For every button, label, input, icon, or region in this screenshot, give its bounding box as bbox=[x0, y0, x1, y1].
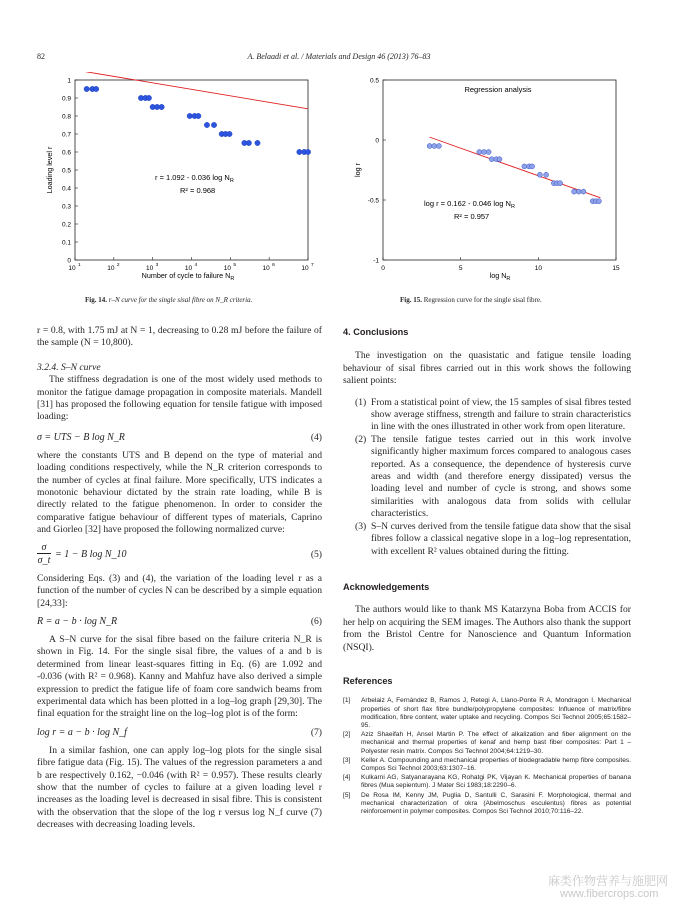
fig14-xtick-exp: 5 bbox=[233, 263, 237, 268]
fig14-ytick-label: 1 bbox=[67, 77, 71, 85]
fig14-r2: R² = 0.968 bbox=[180, 186, 216, 195]
fig15-ytick-label: 0.5 bbox=[369, 77, 379, 85]
reference-item: [3] Keller A. Compounding and mechanical properties of biodegradable hemp fibre composites. Compos Sci Technol 2003;63:1307–16. bbox=[343, 756, 631, 772]
fig14-ytick-label: 0.7 bbox=[61, 131, 71, 139]
paragraph-sn-curve: A S–N curve for the sisal fibre based on the failure criteria N_R is shown in Fig. 14. For the single sisal fibre, the values of a and b is determined from linear least-squares fitting in Eq. (6) are 1.092 and -0.036 (with R² = 0.968). Kanny and Mahfuz have also derived a simple expression to predict the fatigue life of foam core sandwich beams from experimental data which has been plotted in a log–log graph [29,30]. The final equation for the straight line on the log–log plot is of the form: bbox=[37, 633, 322, 720]
running-title: A. Belaadi et al. / Materials and Design 46 (2013) 76–83 bbox=[247, 52, 431, 61]
equation-6: R = a − b · log N_R (6) bbox=[37, 615, 322, 627]
fig15-xtick-label: 0 bbox=[381, 265, 385, 272]
fig15-data-point bbox=[477, 150, 482, 155]
acknowledgements-text: The authors would like to thank MS Katarzyna Boba from ACCIS for her help on acquiring the SEM images. The Authors also thank the support from the Bristol Centre for Nanoscience and Quantum Information (NSQI). bbox=[343, 604, 631, 653]
paragraph-considering: Considering Eqs. (3) and (4), the variation of the loading level r as a function of the number of cycles N can be described by a simple equation [24,33]: bbox=[37, 572, 322, 609]
fig15-data-point bbox=[481, 150, 486, 155]
fig15-data-point bbox=[544, 172, 549, 177]
right-column bbox=[343, 326, 631, 817]
fig14-data-point bbox=[211, 122, 216, 127]
fig14-ytick-label: 0.2 bbox=[61, 221, 71, 229]
fig14-data-point bbox=[187, 113, 192, 118]
references-heading: References bbox=[343, 675, 393, 686]
fig14-xtick-label: 10 bbox=[301, 265, 309, 272]
subsection-heading: 3.2.4. S–N curve bbox=[37, 361, 101, 373]
fig14-xtick-exp: 6 bbox=[272, 263, 275, 268]
fig14-ytick-label: 0.9 bbox=[61, 95, 71, 103]
conclusion-item-1: (1) From a statistical point of view, the 15 samples of sisal fibres tested show average stiffness, strength and failure to strain characteristics in line with the ones illustrated in other work from open literature. bbox=[355, 396, 631, 433]
fig14-data-point bbox=[93, 86, 98, 91]
fig15-xtick-label: 10 bbox=[534, 265, 542, 272]
fig14-ytick-label: 0.5 bbox=[61, 167, 71, 175]
conclusion-item-2: (2) The tensile fatigue testes carried out in this work involve significantly higher maximum forces compared to analogous cases reported. As a consequence, the dependence of hysteresis curve areas and width (and therefore energy dissipated) versus the loading level and number of cycle is strong, and shows some similarities with analogous data from solids with cellular characteristics. bbox=[355, 433, 631, 520]
paragraph-failure: r = 0.8, with 1.75 mJ at N = 1, decreasing to 0.28 mJ before the failure of the sample (N = 10,800). bbox=[37, 325, 322, 349]
fig15-data-point bbox=[576, 189, 581, 194]
reference-item: [2] Aziz Shaeifah H, Ansel Martin P. The effect of alkalization and fiber alignment on the mechanical and thermal properties of kenaf and hemp bast fiber composites: Part 1 – Polyester resin matrix. Compos Sci Technol 2004;64:1219–30. bbox=[343, 731, 631, 755]
fig15-ytick-label: -0.5 bbox=[367, 197, 379, 205]
fig15-data-point bbox=[489, 157, 494, 162]
fig14-data-point bbox=[84, 86, 89, 91]
fig15-data-point bbox=[497, 157, 502, 162]
fig14-fit-line bbox=[75, 72, 308, 109]
fig14-data-point bbox=[204, 122, 209, 127]
fig14-xtick-label: 10 bbox=[68, 265, 76, 272]
equation-4: σ = UTS − B log N_R (4) bbox=[37, 431, 322, 443]
fig14-xtick-label: 10 bbox=[184, 265, 193, 272]
fig15-xtick-label: 5 bbox=[458, 265, 463, 272]
figure-15-chart bbox=[348, 72, 648, 282]
fig14-xtick-label: 10 bbox=[107, 265, 115, 272]
acknowledgements-heading: Acknowledgements bbox=[343, 581, 430, 592]
fig15-fit-line bbox=[430, 137, 601, 198]
fig15-caption: Fig. 15. Regression curve for the single sisal fibre. bbox=[400, 296, 542, 304]
fig15-data-point bbox=[436, 144, 441, 149]
fig15-data-point bbox=[427, 144, 432, 149]
fig15-data-point bbox=[537, 172, 542, 177]
fig14-ytick-label: 0.6 bbox=[61, 149, 71, 157]
fig15-plot-frame bbox=[383, 80, 616, 260]
fig14-data-point bbox=[227, 131, 232, 136]
fig14-xtick-label: 10 bbox=[262, 265, 270, 272]
conclusion-item-3: (3) S–N curves derived from the tensile fatigue data show that the sisal fibres follow a classical negative slope in a log–log representation, with excellent R² values obtained during the fitting. bbox=[355, 520, 631, 557]
fig14-ytick-label: 0 bbox=[67, 257, 71, 265]
fig15-equation: log r = 0.162 - 0.046 $\log N_R$ bbox=[424, 199, 515, 210]
fig14-data-point bbox=[159, 104, 164, 109]
paragraph-loglog: In a similar fashion, one can apply log–log plots for the single sisal fibre fatigue data (Fig. 15). The values of the regression parameters a and b are respectively 0.162, −0.046 (with R² = 0.957). These results clearly show that the number of cycles to failure at a given loading level r increases as the loading level is decreased in sisal fibre. This is consistent with the observation that the slope of the log r versus log N_f curve (7) decreases with decreasing loading levels. bbox=[37, 744, 322, 831]
fig14-xtick-exp: 4 bbox=[194, 263, 198, 268]
fig15-data-point bbox=[432, 144, 437, 149]
fig15-data-point bbox=[596, 199, 601, 204]
reference-item: [1] Arbelaiz A, Fernández B, Ramos J, Retegi A, Llano-Ponte R A, Mondragon I. Mechanical properties of short flax fibre bundle/polypropylene composites: Influence of matrix/fibre modification, fibre content, water uptake and recycling. Compos Sci Technol 2005;65:1582–95. bbox=[343, 697, 631, 729]
reference-item: [4] Kulkarni AG, Satyanarayana KG, Rohatgi PK, Vijayan K. Mechanical properties of banana fibres (Mua sepientum). J Mater Sci 1983;18:2290–6. bbox=[343, 774, 631, 790]
fig15-data-point bbox=[522, 164, 527, 169]
fig14-xtick-label: 10 bbox=[223, 265, 231, 272]
fig15-r2: R² = 0.957 bbox=[454, 212, 490, 221]
fig14-xtick-exp: 1 bbox=[78, 263, 81, 268]
fig14-caption: Fig. 14. r–N curve for the single sisal fibre on N_R criteria. bbox=[85, 296, 253, 304]
fig15-data-point bbox=[558, 181, 563, 186]
fig14-data-point bbox=[196, 113, 201, 118]
watermark-cn: 麻类作物营养与施肥网 bbox=[548, 874, 669, 888]
fig14-data-point bbox=[246, 140, 251, 145]
fig14-xtick-exp: 2 bbox=[116, 263, 120, 268]
conclusions-intro: The investigation on the quasistatic and fatigue tensile loading behaviour of sisal fibres carried out in this work shows the following salient points: bbox=[343, 350, 631, 387]
fig15-ytick-label: 0 bbox=[375, 137, 379, 145]
fig14-plot-frame bbox=[75, 80, 308, 260]
fig15-data-point bbox=[530, 164, 535, 169]
fig14-ytick-label: 0.3 bbox=[61, 203, 71, 211]
fig14-data-point bbox=[255, 140, 260, 145]
conclusions-heading: 4. Conclusions bbox=[343, 327, 409, 337]
references-list bbox=[343, 697, 631, 816]
fig14-ylabel: Loading level r bbox=[45, 146, 54, 194]
watermark-url: www.fibercrops.com bbox=[560, 888, 659, 900]
fig15-data-point bbox=[486, 150, 491, 155]
fig14-xtick-label: 10 bbox=[146, 265, 154, 272]
fig15-xlabel: $\log N_R$ bbox=[489, 271, 511, 282]
fig14-data-point bbox=[297, 149, 302, 154]
left-column bbox=[37, 325, 322, 832]
fig14-xtick-exp: 3 bbox=[155, 263, 159, 268]
equation-5: σ σ_t = 1 − B log N_10 (5) bbox=[37, 541, 322, 566]
fig14-ytick-label: 0.8 bbox=[61, 113, 71, 121]
paragraph-stiffness: The stiffness degradation is one of the most widely used methods to monitor the fatigue damage propagation in composite materials. Mandell [31] has proposed the following equation for tensile fatigue with imposed loading: bbox=[37, 374, 322, 423]
figure-14-chart bbox=[30, 72, 330, 282]
fig14-ytick-label: 0.1 bbox=[61, 239, 71, 247]
fig15-data-point bbox=[581, 189, 586, 194]
fig14-ytick-label: 0.4 bbox=[61, 185, 71, 193]
fig15-title: Regression analysis bbox=[464, 85, 532, 94]
fig15-ylabel: log r bbox=[353, 163, 362, 177]
paragraph-constants: where the constants UTS and B depend on the type of material and loading conditions respectively, while the N_R criterion corresponds to the number of cycles at final failure. More specifically, UTS indicates a monotonic behaviour dictated by the strain rate loading, while B is directly related to the fatigue phenomenon. In order to consider the comparative fatigue behaviour of different types of materials, Caprino and Giorleo [32] have proposed the following normalized curve: bbox=[37, 449, 322, 536]
fig14-data-point bbox=[305, 149, 310, 154]
fig14-equation: r = 1.092 - 0.036 $\log N_R$ bbox=[155, 173, 234, 184]
fig15-data-point bbox=[572, 189, 577, 194]
page-number: 82 bbox=[37, 52, 45, 61]
equation-7: log r = a − b · log N_f (7) bbox=[37, 726, 322, 738]
fig14-xtick-exp: 7 bbox=[311, 263, 314, 268]
fig14-xlabel: Number of cycle to failure $N_R$ bbox=[141, 271, 235, 282]
fig15-ytick-label: -1 bbox=[373, 257, 379, 265]
fig15-xtick-label: 15 bbox=[612, 265, 620, 272]
reference-item: [5] De Rosa IM, Kenny JM, Puglia D, Santulli C, Sarasini F. Morphological, thermal and mechanical characterization of okra (Abelmoschus esculentus) fibres as potential reinforcement in polymer composites. Compos Sci Technol 2010;70:116–22. bbox=[343, 791, 631, 815]
fig14-data-point bbox=[146, 95, 151, 100]
